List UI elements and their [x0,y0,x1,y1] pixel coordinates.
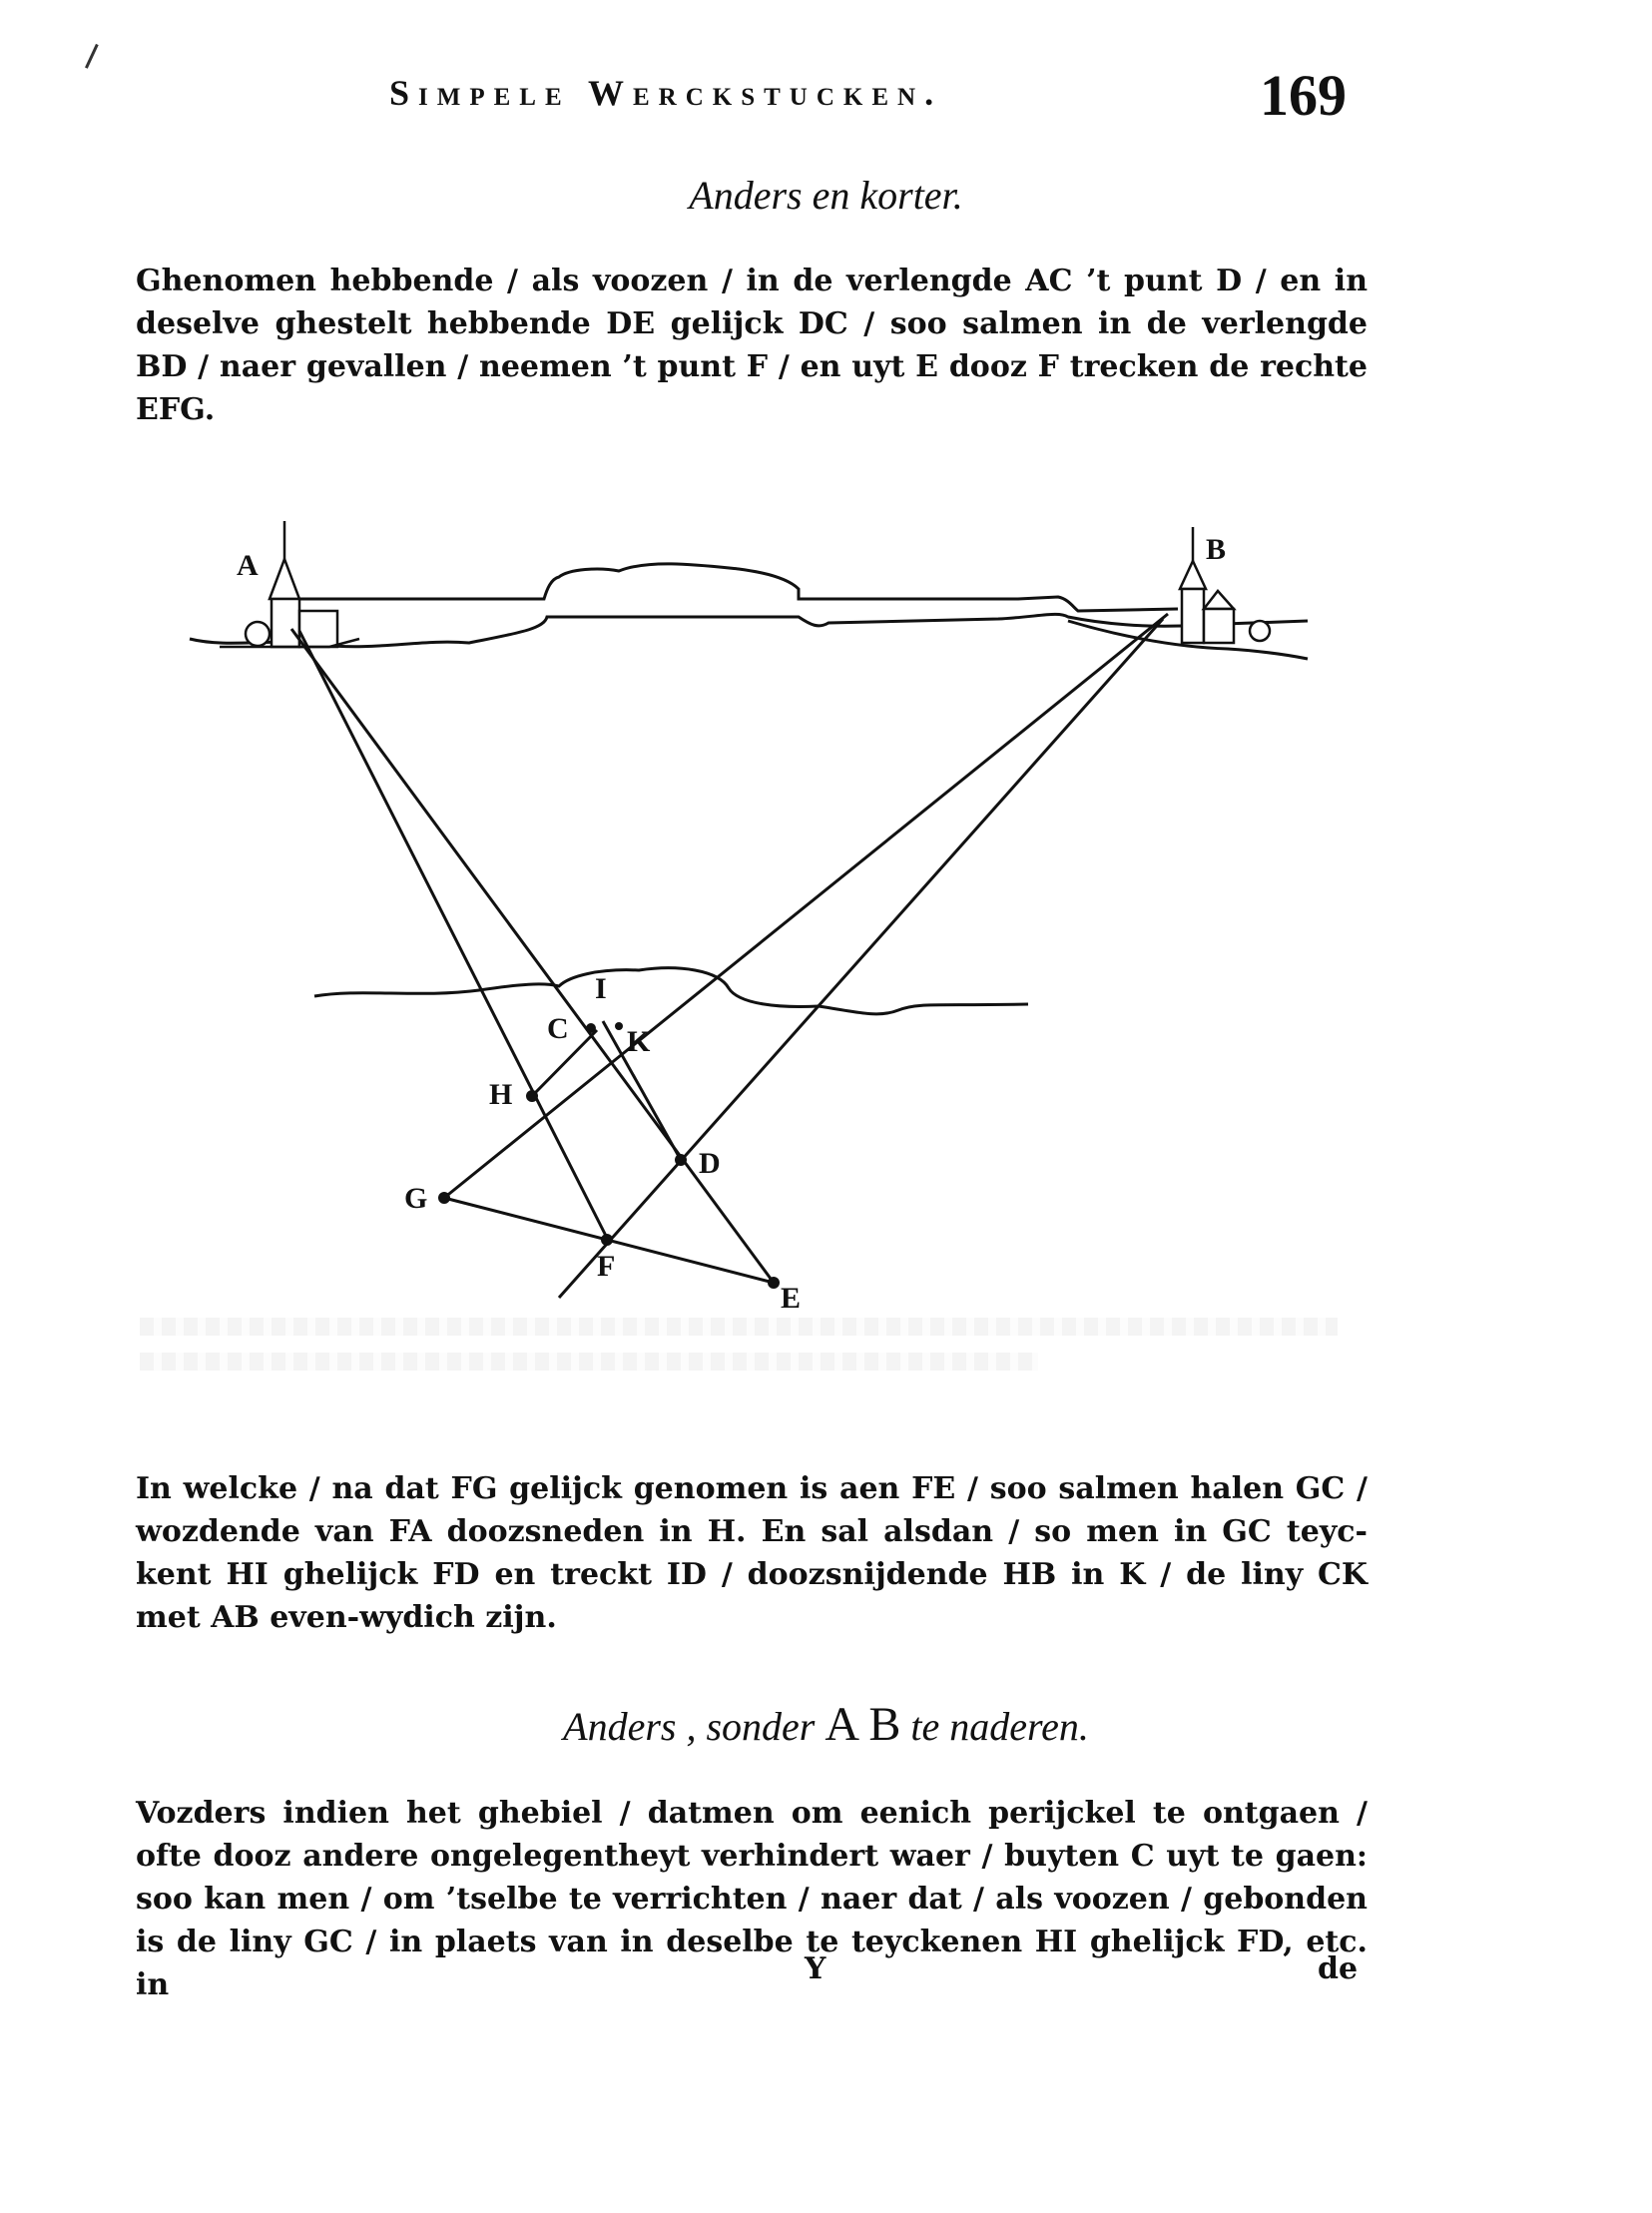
label-d: D [699,1147,721,1180]
title-prefix: Anders , sonder [563,1704,816,1749]
coastline-bottom [190,614,1308,646]
label-i: I [595,972,607,1005]
line-b-h [444,614,1168,1198]
point-d [675,1154,687,1166]
points [438,1022,780,1289]
title-suffix: te naderen. [910,1704,1089,1749]
point-c [586,1023,596,1033]
label-e: E [781,1282,802,1315]
running-head: Simpele Werckstucken. [389,73,943,113]
signature-mark: Y [805,1951,826,1986]
point-e [768,1277,780,1289]
section-title-anders-en-korter: Anders en korter. [689,173,963,218]
line-a-f [299,631,607,1238]
paragraph-3: Vozders indien het ghebiel / datmen om eenich perijckel te ontgaen / ofte dooz andere ongelegentheyt verhindert waer / buyten C uyt te gaen: soo kan men / om ’tselbe te verrichten / naer dat / als voozen / gebonden is de liny GC / in plaets van in deselbe te teyckenen HI ghelijck FD, etc. in [136,1796,1368,2002]
label-f: F [597,1250,616,1283]
bleed-through [140,1318,1338,1336]
section-title-anders-sonder-ab [0,1697,1652,1752]
coastline-top [299,564,1178,611]
near-horizon [314,968,1028,1014]
catchword: de [1318,1951,1359,1986]
title-letters: A B [825,1698,901,1751]
pen-mark [85,44,106,72]
line-a-e [291,629,774,1283]
label-h: H [489,1078,513,1111]
point-k [615,1022,623,1030]
label-a: A [237,549,259,582]
page-number: 169 [1260,63,1347,128]
label-c: C [547,1012,569,1045]
point-g [438,1192,450,1204]
geometric-figure [0,499,1652,1318]
point-h [526,1090,538,1102]
paragraph-1: Ghenomen hebbende / als voozen / in de verlengde AC ’t punt D / en in deselve ghestelt hebbende DE gelijck DC / soo salmen in de verlengde BD / naer gevallen / neemen ’t punt F / en uyt E dooz F trecken de rechte EFG. [136,264,1368,427]
label-k: K [627,1025,651,1058]
label-g: G [404,1182,428,1215]
church-a [220,521,359,647]
line-b-f [559,619,1163,1298]
bleed-through [140,1353,1038,1371]
point-f [601,1234,613,1246]
label-b: B [1206,533,1227,566]
paragraph-2: In welcke / na dat FG gelijck genomen is aen FE / soo salmen halen GC / wozdende van FA doozsneden in H. En sal alsdan / so men in GC teyc-kent HI ghelijck FD en treckt ID / doozsnijdende HB in K / de liny CK met AB even-wydich zijn. [136,1471,1368,1635]
